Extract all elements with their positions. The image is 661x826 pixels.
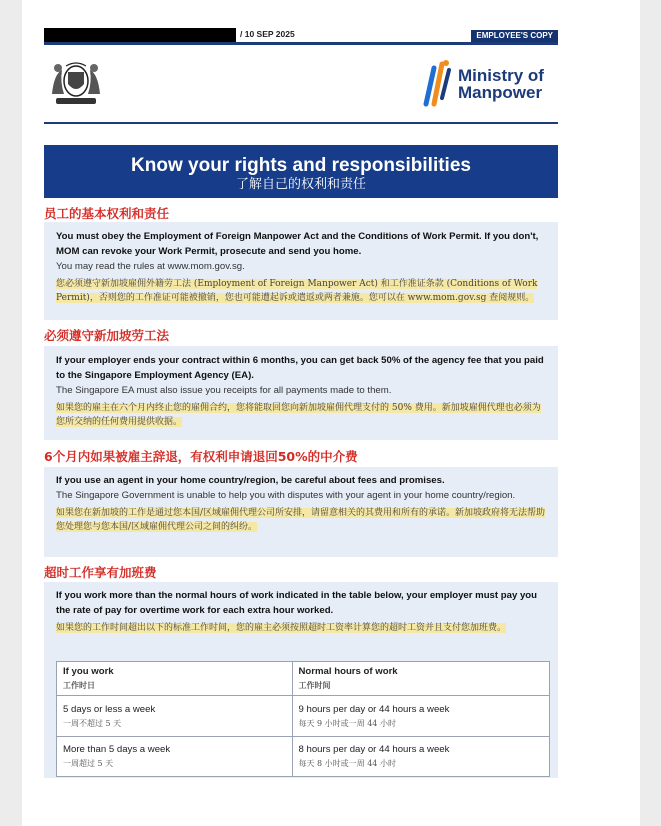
cell-zh: 每天 8 小时或一周 44 小时 xyxy=(298,759,396,768)
header-en: If you work xyxy=(63,666,114,677)
header-rule xyxy=(44,42,558,45)
section-bold-text: If your employer ends your contract within 6 months, you can get back 50% of the agency fee that you paid to the Singapore Employment Agency (EA). xyxy=(56,355,544,381)
redacted-name xyxy=(44,28,236,42)
section-heading-3: 6个月内如果被雇主辞退，有权利申请退回50%的中介费 xyxy=(44,449,358,464)
section-bold-text: If you work more than the normal hours of work indicated in the table below, your employer must pay you the rate of pay for overtime work for each extra hour worked. xyxy=(56,590,538,616)
section-heading-1: 员工的基本权利和责任 xyxy=(44,206,170,221)
highlighted-chinese-text: 您必须遵守新加坡雇佣外籍劳工法 (Employment of Foreign Manpower Act) 和工作准证条款 (Conditions of Work Permit)，否则您的工作准证可能被撤销，您也可能遭起诉或遣返或两者兼施。您可以在 www.mom.gov.sg 查阅规则。 xyxy=(56,279,538,303)
table-cell xyxy=(57,737,293,777)
cell-zh: 一周超过 5 天 xyxy=(63,759,114,768)
section-chinese-text xyxy=(56,277,548,305)
table-header-cell xyxy=(57,662,293,696)
table-cell xyxy=(57,696,293,737)
cell-zh: 一周不超过 5 天 xyxy=(63,719,122,728)
cell-zh: 每天 9 小时或一周 44 小时 xyxy=(298,719,396,728)
section-bold-text: If you use an agent in your home country/region, be careful about fees and promises. xyxy=(56,475,445,486)
mom-logo-line1: Ministry of xyxy=(458,66,544,85)
section-box-3 xyxy=(44,467,558,557)
header-zh: 工作时日 xyxy=(63,680,95,690)
table-row xyxy=(57,737,550,777)
document-date: / 10 SEP 2025 xyxy=(240,29,295,39)
highlighted-chinese-text: 如果您的雇主在六个月内终止您的雇佣合约，您将能取回您向新加坡雇佣代理支付的 50% 费用。新加坡雇佣代理也必须为您所交纳的任何费用提供收据。 xyxy=(56,403,541,427)
section-box-1 xyxy=(44,222,558,320)
header-divider xyxy=(44,122,558,124)
section-box-2 xyxy=(44,346,558,440)
section-chinese-text xyxy=(56,401,548,429)
section-chinese-text xyxy=(56,621,548,635)
table-cell xyxy=(292,696,550,737)
cell-en: 5 days or less a week xyxy=(63,704,156,715)
cell-en: 8 hours per day or 44 hours a week xyxy=(298,744,450,755)
header-en: Normal hours of work xyxy=(298,666,398,677)
section-body-text: You may read the rules at www.mom.gov.sg. xyxy=(56,261,245,272)
mom-logo-line2: Manpower xyxy=(458,83,543,102)
table-header-cell xyxy=(292,662,550,696)
table-header-row xyxy=(57,662,550,696)
mom-logo xyxy=(420,58,560,110)
cell-en: More than 5 days a week xyxy=(63,744,171,755)
mom-logo-text xyxy=(458,67,544,101)
section-body-text: The Singapore Government is unable to help you with disputes with your agent in your home country/region. xyxy=(56,490,516,501)
page-subtitle: 了解自己的权利和责任 xyxy=(235,177,366,192)
section-body-text: The Singapore EA must also issue you receipts for all payments made to them. xyxy=(56,385,392,396)
highlighted-chinese-text: 如果您在新加坡的工作是通过您本国/区域雇佣代理公司所安排，请留意相关的其费用和所有的承诺。新加坡政府将无法帮助您处理您与您本国/区域雇佣代理公司之间的纠纷。 xyxy=(56,508,546,532)
table-cell xyxy=(292,737,550,777)
section-bold-text: You must obey the Employment of Foreign Manpower Act and the Conditions of Work Permit. If you don't, MOM can revoke your Work Permit, prosecute and send you home. xyxy=(56,231,539,257)
cell-en: 9 hours per day or 44 hours a week xyxy=(298,704,450,715)
employee-copy-label: EMPLOYEE'S COPY xyxy=(471,30,558,42)
page-title: Know your rights and responsibilities xyxy=(131,155,471,176)
mom-logo-mark-icon xyxy=(420,58,456,110)
section-heading-2: 必须遵守新加坡劳工法 xyxy=(44,328,170,343)
section-heading-4: 超时工作享有加班费 xyxy=(44,565,157,580)
title-banner xyxy=(44,145,558,198)
section-chinese-text xyxy=(56,506,548,534)
table-row xyxy=(57,696,550,737)
singapore-crest-icon xyxy=(44,54,108,110)
working-hours-table xyxy=(56,661,550,777)
header-zh: 工作时间 xyxy=(298,680,331,690)
highlighted-chinese-text: 如果您的工作时间超出以下的标准工作时间，您的雇主必须按照超时工资率计算您的超时工资并且支付您加班费。 xyxy=(56,623,507,633)
